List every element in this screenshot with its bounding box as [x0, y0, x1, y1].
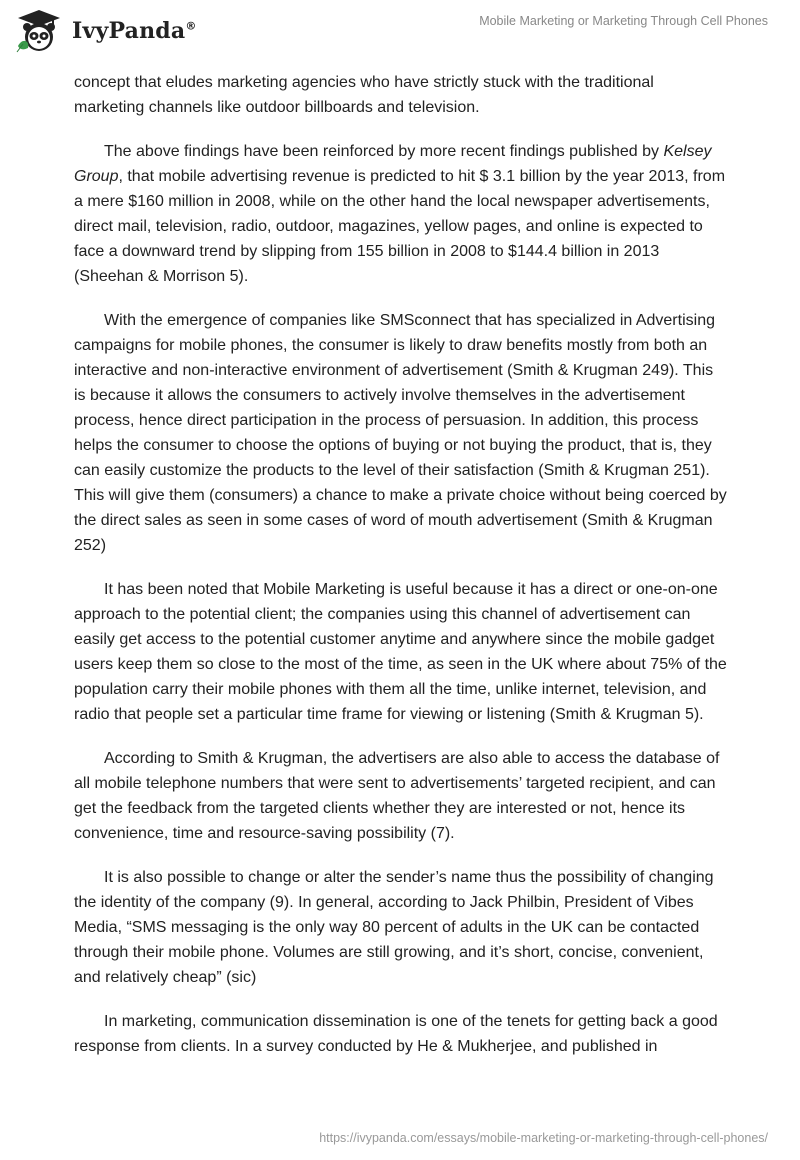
paragraph-6: It is also possible to change or alter the sender’s name thus the possibility of changing the identity of the company (9). In general, according to Jack Philbin, President of Vibes Media, “SMS messaging is the only way 80 percent of adults in the UK can be contacted through their mobile phone. Volumes are still growing, and it’s short, concise, convenient, and relatively cheap” (sic)	[74, 869, 714, 986]
source-name-italic: Kelsey Group	[74, 143, 712, 185]
brand-name: IvyPanda®	[72, 18, 197, 44]
paragraph-4: It has been noted that Mobile Marketing is useful because it has a direct or one-on-one approach to the potential client; the companies using this channel of advertisement can easily get access to the potential customer anytime and anywhere since the mobile gadget users keep them so close to the most of the time, as seen in the UK where about 75% of the population carry their mobile phones with them all the time, unlike internet, television, and radio that people set a particular time frame for viewing or listening (Smith & Krugman 5).	[74, 581, 727, 723]
document-title: Mobile Marketing or Marketing Through Cell Phones	[479, 14, 768, 28]
source-url[interactable]: https://ivypanda.com/essays/mobile-marketing-or-marketing-through-cell-phones/	[319, 1131, 768, 1145]
paragraph-1: concept that eludes marketing agencies who have strictly stuck with the traditional marketing channels like outdoor billboards and television.	[74, 74, 654, 116]
paragraph-7: In marketing, communication dissemination is one of the tenets for getting back a good response from clients. In a survey conducted by He & Mukherjee, and published in	[74, 1013, 718, 1055]
page-header	[0, 0, 800, 60]
paragraph-3: With the emergence of companies like SMSconnect that has specialized in Advertising campaigns for mobile phones, the consumer is likely to draw benefits mostly from both an interactive and non-interactive environment of advertisement (Smith & Krugman 249). This is because it allows the consumers to actively involve themselves in the advertisement process, hence direct participation in the process of persuasion. In addition, this process helps the consumer to choose the options of buying or not buying the product, that is, they can easily customize the products to the level of their satisfaction (Smith & Krugman 251). This will give them (consumers) a chance to make a private choice without being coerced by the direct sales as seen in some cases of word of mouth advertisement (Smith & Krugman 252)	[74, 312, 727, 554]
essay-body	[74, 70, 728, 1078]
paragraph-5: According to Smith & Krugman, the advertisers are also able to access the database of all mobile telephone numbers that were sent to advertisements’ targeted recipient, and can get the feedback from the targeted clients whether they are interested or not, hence its convenience, time and resource-saving possibility (7).	[74, 750, 720, 842]
panda-graduate-icon	[14, 8, 64, 54]
brand-logo[interactable]	[14, 8, 197, 54]
paragraph-2: The above findings have been reinforced by more recent findings published by Kelsey Group, that mobile advertising revenue is predicted to hit $ 3.1 billion by the year 2013, from a mere $160 million in 2008, while on the other hand the local newspaper advertisements, direct mail, television, radio, outdoor, magazines, yellow pages, and online is expected to face a downward trend by slipping from 155 billion in 2008 to $144.4 billion in 2013 (Sheehan & Morrison 5).	[74, 143, 726, 285]
